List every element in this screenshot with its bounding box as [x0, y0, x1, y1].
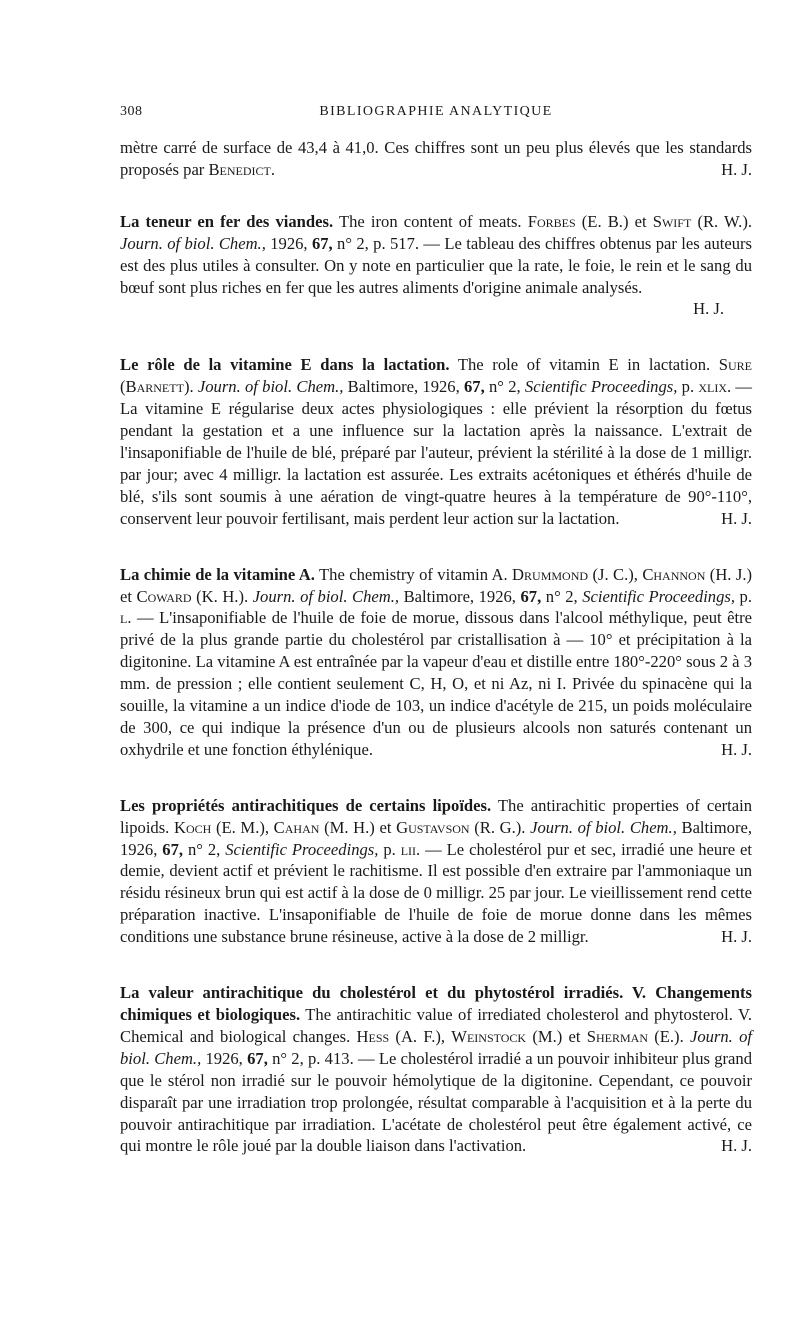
intro-paragraph: mètre carré de surface de 43,4 à 41,0. Ces chiffres sont un peu plus élevés que les standards proposés par Benedict. H. J. [120, 138, 752, 179]
initials: H. J. [721, 927, 752, 947]
entry-title: Le rôle de la vitamine E dans la lactation. [120, 355, 450, 375]
entry-title: Les propriétés antirachitiques de certains lipoïdes. [120, 795, 492, 815]
volume: 67, [311, 233, 333, 253]
page-ref: xlix [698, 377, 728, 397]
initials: H. J. [721, 159, 752, 179]
volume: 67, [520, 586, 542, 606]
running-header [120, 104, 752, 124]
author-name: Swift [652, 211, 692, 231]
entry-vitamin-a: La chimie de la vitamine A. The chemistry of vitamin A. Drummond (J. C.), Channon (H. J.) et Coward (K. H.). Journ. of biol. Chem., Baltimore, 1926, 67, n° 2, Scientific Proceedings, p. l. — L'insaponifiable de l'huile de foie de morue, dissous dans l'alcool méthylique, peut être privé de la plus grande partie du cholestérol par cristallisation à — 10° et précipitation à la digitonine. La vitamine A est entraînée par la vapeur d'eau et distille entre 180°-220° sous 2 à 3 mm. de pression ; elle contient seulement C, H, O, et ni Az, ni I. Privée du spinacène qui la souille, la vitamine a un indice d'iode de 103, un indice d'acétyle de 215, un poids moléculaire de 300, ce qui indique la présence d'un ou de plusieurs alcools non saturés contenant un oxhydrile et une fonction éthylénique. H. J. [120, 564, 753, 759]
entry-iron-meats: La teneur en fer des viandes. The iron content of meats. Forbes (E. B.) et Swift (R. W.). Journ. of biol. Chem., 1926, 67, n° 2, p. 517. — Le tableau des chiffres obtenus par les auteurs est des plus utiles à consulter. On y note en particulier que la rate, le foie, le rein et le sang du bœuf sont plus riches en fer que les autres aliments d'origine animale analysés. H. J. [120, 211, 753, 319]
entry-antirachitic-lipoids: Les propriétés antirachitiques de certains lipoïdes. The antirachitic properties of certain lipoids. Koch (E. M.), Cahan (M. H.) et Gustavson (R. G.). Journ. of biol. Chem., Baltimore, 1926, 67, n° 2, Scientific Proceedings, p. lii. — Le cholestérol pur et sec, irradié une heure et demie, devient actif et prévient le rachitisme. Il est possible d'en extraire par l'ammoniaque un résidu résineux brun qui est actif à la dose de 0 milligr. 25 par jour. Le vieillissement rend cette préparation inactive. L'insaponifiable de l'huile de foie de morue donne dans les mêmes conditions une substance brune résineuse, active à la dose de 2 milligr. H. J. [120, 795, 753, 947]
author-name: Benedict. [208, 159, 276, 179]
volume: 67, [162, 839, 184, 859]
initials: H. J. [693, 299, 724, 319]
author-name: Hess [356, 1026, 390, 1046]
initials: H. J. [721, 1136, 752, 1156]
author-name: Sherman [586, 1026, 648, 1046]
journal-name: Journ. of biol. Chem., [252, 586, 400, 606]
entry-vitamin-e: Le rôle de la vitamine E dans la lactation. The role of vitamin E in lactation. Sure (Barnett). Journ. of biol. Chem., Baltimore, 1926, 67, n° 2, Scientific Proceedings, p. xlix. — La vitamine E régularise deux actes physiologiques : elle prévient la résorption du fœtus pendant la gestation et a une influence sur la lactation après la naissance. L'extrait de l'insaponifiable de l'huile de blé, préparé par l'auteur, prévient la stérilité à la dose de 1 milligr. par jour; avec 4 milligr. la lactation est assurée. Les extraits acétoniques et éthérés d'huile de blé, s'ils sont soumis à une aération de vingt-quatre heures à la température de 90°-110°, conservent leur pouvoir fertilisant, mais perdent leur action sur la lactation. H. J. [120, 355, 753, 528]
journal-name: Journ. of biol. Chem., [120, 1026, 752, 1068]
entry-title: La chimie de la vitamine A. [120, 564, 315, 584]
volume: 67, [247, 1048, 268, 1068]
author-name: Weinstock [451, 1026, 527, 1046]
entry-irradiated-sterols: La valeur antirachitique du cholestérol et du phytostérol irradiés. V. Changements chimiques et biologiques. The antirachitic value of irrediated cholesterol and phytosterol. V. Chemical and biological changes. Hess (A. F.), Weinstock (M.) et Sherman (E.). Journ. of biol. Chem., 1926, 67, n° 2, p. 413. — Le cholestérol irradié a un pouvoir inhibiteur plus grand que le stérol non irradié sur le pouvoir hémolytique de la digitonine. Cependant, ce pouvoir disparaît par une irradiation trop prolongée, résultat comparable à l'acquisition et à la perte du pouvoir antirachitique par irradiation. L'acétate de cholestérol peut être également activé, ce qui montre le rôle joué par la double liaison dans l'activation. H. J. [120, 983, 753, 1156]
author-name: Drummond [512, 564, 589, 584]
page-ref: lii [400, 839, 417, 859]
entry-title: La teneur en fer des viandes. [120, 211, 334, 231]
proceedings: Scientific Proceedings, [225, 839, 379, 859]
entry-title: La valeur antirachitique du cholestérol et du phytostérol irradiés. V. Changements chimiques et biologiques. [120, 983, 752, 1024]
author-name: Cahan [273, 817, 320, 837]
proceedings: Scientific Proceedings, [524, 377, 678, 397]
volume: 67, [464, 377, 485, 397]
author-name: Sure [718, 355, 753, 375]
journal-name: Journ. of biol. Chem., [530, 817, 677, 837]
page-number: 308 [120, 104, 143, 119]
author-name: Forbes [527, 211, 576, 231]
author-name: Channon [642, 564, 706, 584]
author-name: Barnett [125, 377, 184, 397]
author-name: Koch [173, 817, 212, 837]
article-body [120, 137, 752, 1191]
proceedings: Scientific Proceedings, [582, 586, 736, 606]
initials: H. J. [721, 739, 752, 759]
initials: H. J. [721, 508, 752, 528]
author-name: Coward [136, 586, 192, 606]
running-title: BIBLIOGRAPHIE ANALYTIQUE [319, 104, 553, 119]
journal-name: Journ. of biol. Chem., [197, 377, 344, 397]
author-name: Gustavson [396, 817, 470, 837]
page-ref: l [120, 608, 128, 628]
journal-name: Journ. of biol. Chem., [120, 233, 266, 253]
